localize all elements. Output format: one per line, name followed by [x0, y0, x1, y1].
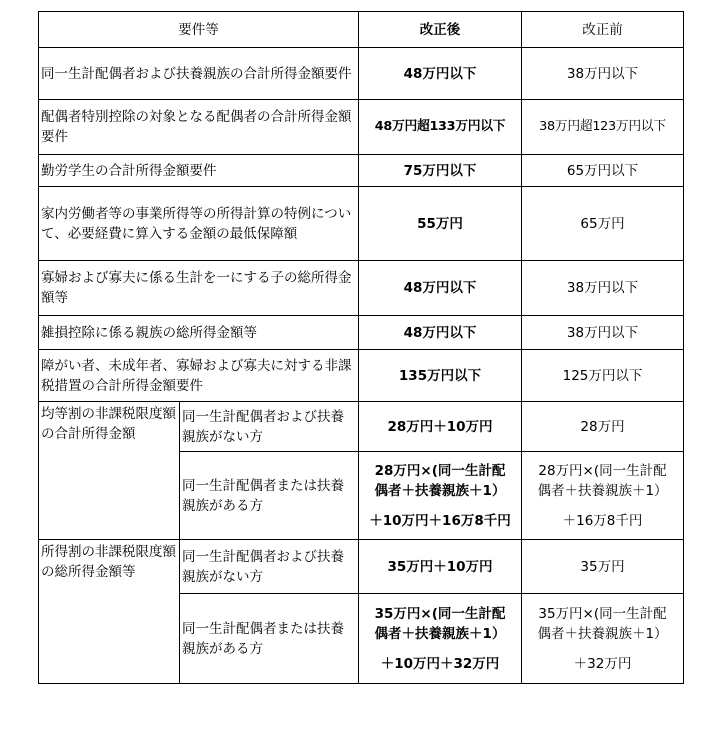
- row-after-value: 48万円以下: [359, 48, 522, 100]
- table-row: [39, 187, 684, 261]
- row-after-value: 48万円以下: [359, 316, 522, 350]
- sub-row-before-value: [522, 452, 684, 540]
- formula-line: ＋16万8千円: [562, 512, 643, 529]
- sub-row-before-value: 35万円: [522, 540, 684, 594]
- row-label: 配偶者特別控除の対象となる配偶者の合計所得金額要件: [39, 100, 359, 155]
- header-requirement: 要件等: [39, 12, 359, 48]
- sub-row-after-value: 35万円＋10万円: [359, 540, 522, 594]
- sub-row-after-value: [359, 452, 522, 540]
- row-before-value: 38万円以下: [522, 261, 684, 316]
- group-label: 所得割の非課税限度額の総所得金額等: [39, 540, 180, 684]
- row-before-value: 65万円: [522, 187, 684, 261]
- row-after-value: 48万円以下: [359, 261, 522, 316]
- row-before-value: 65万円以下: [522, 155, 684, 187]
- row-label: 家内労働者等の事業所得等の所得計算の特例について、必要経費に算入する金額の最低保障額: [39, 187, 359, 261]
- formula-line: ＋32万円: [573, 655, 632, 672]
- formula-line: 28万円×(同一生計配: [538, 462, 667, 479]
- row-after-value: 75万円以下: [359, 155, 522, 187]
- sub-row-before-value: [522, 594, 684, 684]
- formula-line: 偶者＋扶養親族＋1）: [537, 482, 668, 499]
- formula-line: 28万円×(同一生計配: [374, 462, 506, 479]
- row-after-value: 48万円超133万円以下: [359, 100, 522, 155]
- row-before-value: 125万円以下: [522, 350, 684, 402]
- table-row: [39, 402, 684, 452]
- header-after: 改正後: [359, 12, 522, 48]
- row-label: 寡婦および寡夫に係る生計を一にする子の総所得金額等: [39, 261, 359, 316]
- table-row: [39, 540, 684, 594]
- row-label: 障がい者、未成年者、寡婦および寡夫に対する非課税措置の合計所得金額要件: [39, 350, 359, 402]
- formula-line: 偶者＋扶養親族＋1）: [374, 482, 506, 499]
- row-after-value: 55万円: [359, 187, 522, 261]
- formula-line: 35万円×(同一生計配: [538, 605, 667, 622]
- sub-row-label: 同一生計配偶者および扶養親族がない方: [180, 540, 359, 594]
- header-row: [39, 12, 684, 48]
- table-row: [39, 100, 684, 155]
- formula-line: 偶者＋扶養親族＋1）: [537, 625, 668, 642]
- sub-row-label: 同一生計配偶者または扶養親族がある方: [180, 452, 359, 540]
- table-row: [39, 350, 684, 402]
- formula-line: 35万円×(同一生計配: [374, 605, 506, 622]
- row-label: 雑損控除に係る親族の総所得金額等: [39, 316, 359, 350]
- formula-line: ＋10万円＋32万円: [380, 655, 500, 672]
- row-before-value: 38万円以下: [522, 48, 684, 100]
- row-label: 同一生計配偶者および扶養親族の合計所得金額要件: [39, 48, 359, 100]
- sub-row-label: 同一生計配偶者および扶養親族がない方: [180, 402, 359, 452]
- table-row: [39, 48, 684, 100]
- formula-line: ＋10万円＋16万8千円: [369, 512, 511, 529]
- row-label: 勤労学生の合計所得金額要件: [39, 155, 359, 187]
- header-before: 改正前: [522, 12, 684, 48]
- sub-row-after-value: 28万円＋10万円: [359, 402, 522, 452]
- row-before-value: 38万円超123万円以下: [522, 100, 684, 155]
- sub-row-label: 同一生計配偶者または扶養親族がある方: [180, 594, 359, 684]
- tax-revision-table: [38, 11, 684, 684]
- group-label: 均等割の非課税限度額の合計所得金額: [39, 402, 180, 540]
- table-row: [39, 155, 684, 187]
- row-after-value: 135万円以下: [359, 350, 522, 402]
- table-row: [39, 261, 684, 316]
- sub-row-after-value: [359, 594, 522, 684]
- row-before-value: 38万円以下: [522, 316, 684, 350]
- sub-row-before-value: 28万円: [522, 402, 684, 452]
- formula-line: 偶者＋扶養親族＋1）: [374, 625, 506, 642]
- table-row: [39, 316, 684, 350]
